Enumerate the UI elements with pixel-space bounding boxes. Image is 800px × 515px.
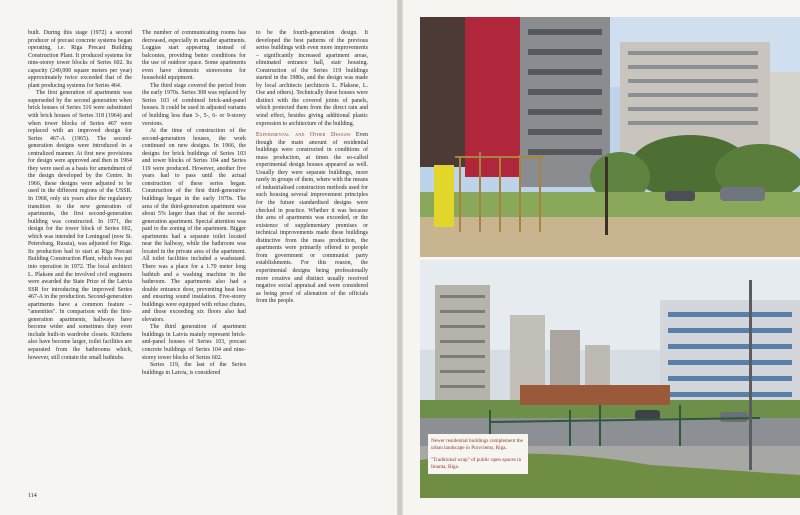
text-column-2	[142, 30, 246, 377]
left-page	[0, 0, 397, 515]
paragraph: built. During this stage (1972) a second producer of precast concrete systems began operating, i.e. Riga Precast Building Construction Plant. It produced systems for nine-storey tower blocks of Series 602. Its capacity (240,000 square meters per year) approximately twice exceeded that of the plant producing systems for Series 464.	[28, 30, 132, 89]
text-column-1	[28, 30, 132, 362]
paragraph: The third generation of apartment buildings in Latvia mainly represent brick-and-panel houses of Series 103, precast concrete buildings of Series 104 and nine-storey tower blocks of Series 602.	[142, 324, 246, 361]
paragraph-text: Even though the main amount of residential buildings were constructed in conditions of mass production, at times the so-called experimental design houses appeared as well. Usually they were separate buildings, more rarely in groups of them, where with the means of industrialised construction methods used for such housing several improvement principles for the future standardised designs were checked in practice. Whether it was because the area of apartments was exceeded, or the existence of supplementary premises or technical improvements made these buildings distinctive from the mass production, the apartments were primarily offered to people from government or communist party establishments. For this reason, the experimental designs being professionally more creative and distinct usually received negative social appraisal and were considered as being proof of alienation of the officials from the people.	[256, 132, 368, 305]
caption-top-photo: Newer residential buildings complement the urban landscape in Purvciems, Riga.	[431, 438, 523, 451]
section-heading: Experimental and Other Designs	[256, 132, 351, 139]
paragraph: The number of communicating rooms has decreased, especially in smaller apartments. Loggias start appearing instead of balconies, providing better conditions for the use of outdoor space. Some apartments even have domestic storerooms for household equipment.	[142, 30, 246, 82]
photo-purvciems-playground	[420, 17, 800, 257]
paragraph: The third stage covered the period from the early 1970s. Series 308 was replaced by Series 103 of combined brick-and-panel houses. It could be used in adjusted variants of building less than 3-, 5-, 6- or 9-storey versions.	[142, 82, 246, 127]
section-paragraph	[256, 132, 368, 306]
paragraph: At the time of construction of the second-generation houses, the work continued on new designs. In 1966, the designs for brick buildings of Series 103 and tower blocks of Series 104 and Series 119 were produced. However, another five years had to pass until the actual construction of these series began. Construction of the first third-generative buildings began in the early 1970s. The area of the third-generation apartment was about 5% larger than that of the second-generation apartment. Special attention was paid to the zoning of the apartment. Bigger apartments had a separate toilet located near the hallway, while the bathroom was located in the private area of the apartment. All toilet facilities included a washstand. There was a place for a 1.70 meter long bathtub and a washing machine in the bathroom. The apartments also had a double entrance door, preventing heat loss and ensuring sound insulation. Five-storey buildings were equipped with refuse chutes, and those exceeding six floors also had elevators.	[142, 128, 246, 323]
photo-captions	[428, 434, 528, 474]
page-number: 114	[28, 493, 37, 499]
right-page	[403, 0, 800, 515]
text-column-3	[256, 30, 368, 306]
paragraph: Series 119, the last of the Series buildings in Latvia, is considered	[142, 362, 246, 376]
paragraph: The first generation of apartments was superseded by the second generation when brick houses of Series 316 were substituted with brick houses of Series 318 (1964) and when tower blocks of Series 467 were replaced with an improved design for Series 467-A (1965). The second-generation designs were introduced in a centralized manner. At first new provisions for design were approved and then in 1964 they were used as a basis for amendment of the design developed by the Centre. In 1966, these designs were adjusted to be used in the different regions of the USSR. In 1968, only six years after the regulatory transition to the new generation of apartments, the first second-generation building was constructed. In 1971, the design for the tower block of Series 602, which was intended for Leningrad (now St. Petersburg, Russia), was adjusted for Riga. Its production had to start at Riga Precast Building Construction Plant, which was put into operation in 1972. The local architect L. Plaksne and the involved civil engineers were awarded the State Prize of the Latvia SSR for introducing the improved Series 467-A in the production. Second-generation apartments have a common feature – "amenities". In comparison with the first-generation apartments, hallways have become wider and sometimes they even include built-in wardrobe closets. Kitchens also have become larger, toilet facilities are separated from the bathrooms which, however, still contain the small bathtubs.	[28, 90, 132, 361]
playground-photo-illustration	[420, 17, 800, 257]
caption-bottom-photo: "Traditional wrap" of public open spaces in Imanta, Riga.	[431, 457, 522, 470]
paragraph: to be the fourth-generation design. It developed the best patterns of the previous series buildings with even more improvements – significantly increased apartment areas, eliminated entrance hall, stair housing. Construction of the Series 119 buildings started in the 1980s, and the design was made by local architects (architects L. Plaksne, L. Ose and others). Technically these houses were distinct with the covered joints of panels, which protected them from the direct rain and wind effect, besides giving additional plastic expression to architecture of the building.	[256, 30, 368, 127]
